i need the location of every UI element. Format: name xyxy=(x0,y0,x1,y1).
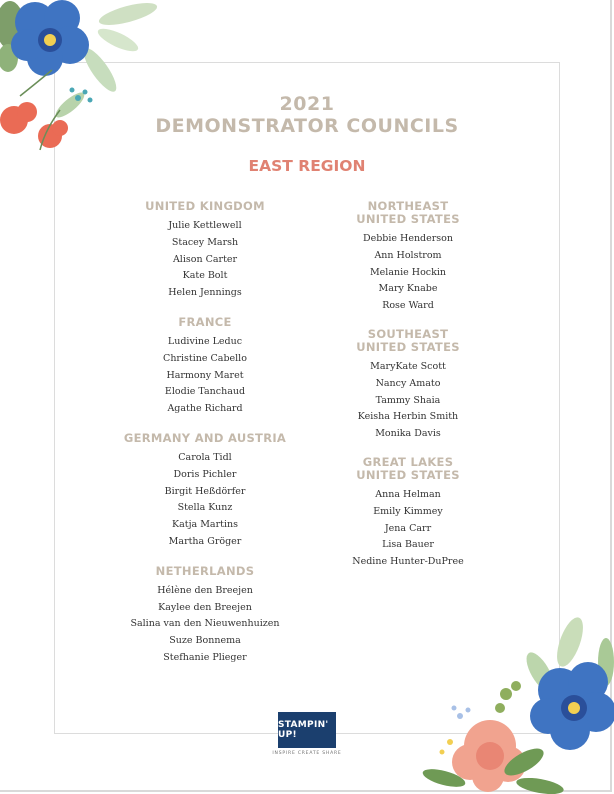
section-heading: UNITED KINGDOM xyxy=(145,199,265,213)
member-name: Martha Gröger xyxy=(168,535,242,547)
member-name: Nedine Hunter-DuPree xyxy=(352,556,464,568)
member-name: Kaylee den Breejen xyxy=(158,601,252,613)
member-name: Mary Knabe xyxy=(378,283,438,295)
member-name: Kate Bolt xyxy=(182,270,228,282)
member-name: Ann Holstrom xyxy=(374,249,442,261)
section-southeast-us xyxy=(308,328,508,443)
member-name: Debbie Henderson xyxy=(362,233,454,244)
section-heading-line1: NORTHEAST xyxy=(367,199,449,213)
member-name: Jena Carr xyxy=(384,522,432,534)
member-name: Doris Pichler xyxy=(173,468,237,480)
right-column xyxy=(308,200,508,584)
section-heading-line2: UNITED STATES xyxy=(356,212,460,226)
member-name: Carola Tidl xyxy=(178,451,232,463)
member-name: Julie Kettlewell xyxy=(168,220,242,231)
section-netherlands xyxy=(105,565,305,667)
member-name: Alison Carter xyxy=(172,253,238,265)
member-name: Katja Martins xyxy=(172,519,238,531)
member-name: Emily Kimmey xyxy=(373,505,443,517)
member-name: Rose Ward xyxy=(382,300,434,312)
member-name: Tammy Shaia xyxy=(375,394,441,406)
member-name: MaryKate Scott xyxy=(370,360,446,372)
member-name: Ludivine Leduc xyxy=(167,335,243,347)
section-heading: GERMANY AND AUSTRIA xyxy=(123,430,287,445)
region-heading: EAST REGION xyxy=(248,157,366,175)
member-name: Stefhanie Plieger xyxy=(163,651,247,663)
section-heading-line2: UNITED STATES xyxy=(356,339,460,354)
section-united-kingdom xyxy=(105,200,305,302)
logo-tagline: INSPIRE CREATE SHARE xyxy=(272,751,342,756)
title-year: 2021 xyxy=(279,93,335,115)
member-name: Keisha Herbin Smith xyxy=(357,411,459,423)
section-great-lakes-us xyxy=(308,456,508,571)
stampin-up-logo: STAMPIN' UP! xyxy=(278,712,336,748)
member-name: Hélène den Breejen xyxy=(157,584,253,596)
member-name: Melanie Hockin xyxy=(369,266,447,278)
section-heading-line1: GREAT LAKES xyxy=(362,454,454,469)
member-name: Suze Bonnema xyxy=(169,635,241,647)
left-column xyxy=(105,200,305,681)
section-heading: FRANCE xyxy=(178,314,232,329)
member-name: Anna Helman xyxy=(375,488,441,500)
section-heading-line1: SOUTHEAST xyxy=(367,326,449,341)
member-name: Christine Cabello xyxy=(163,352,247,364)
section-heading: NETHERLANDS xyxy=(155,563,255,578)
title-councils: DEMONSTRATOR COUNCILS xyxy=(155,115,459,137)
member-name: Salina van den Nieuwenhuizen xyxy=(130,618,280,630)
section-france xyxy=(105,316,305,418)
member-name: Nancy Amato xyxy=(375,377,441,389)
member-name: Helen Jennings xyxy=(168,287,242,299)
member-name: Lisa Bauer xyxy=(382,539,434,551)
section-northeast-us xyxy=(308,200,508,315)
section-germany-austria xyxy=(105,432,305,551)
member-name: Monika Davis xyxy=(375,428,441,440)
member-name: Stella Kunz xyxy=(177,502,233,514)
member-name: Elodie Tanchaud xyxy=(164,386,246,398)
member-name: Agathe Richard xyxy=(167,403,243,415)
section-heading-line2: UNITED STATES xyxy=(356,467,460,482)
floral-decoration-bottom-right xyxy=(420,612,614,794)
member-name: Birgit Heßdörfer xyxy=(164,485,246,497)
member-name: Harmony Maret xyxy=(166,369,244,381)
member-name: Stacey Marsh xyxy=(171,236,239,248)
